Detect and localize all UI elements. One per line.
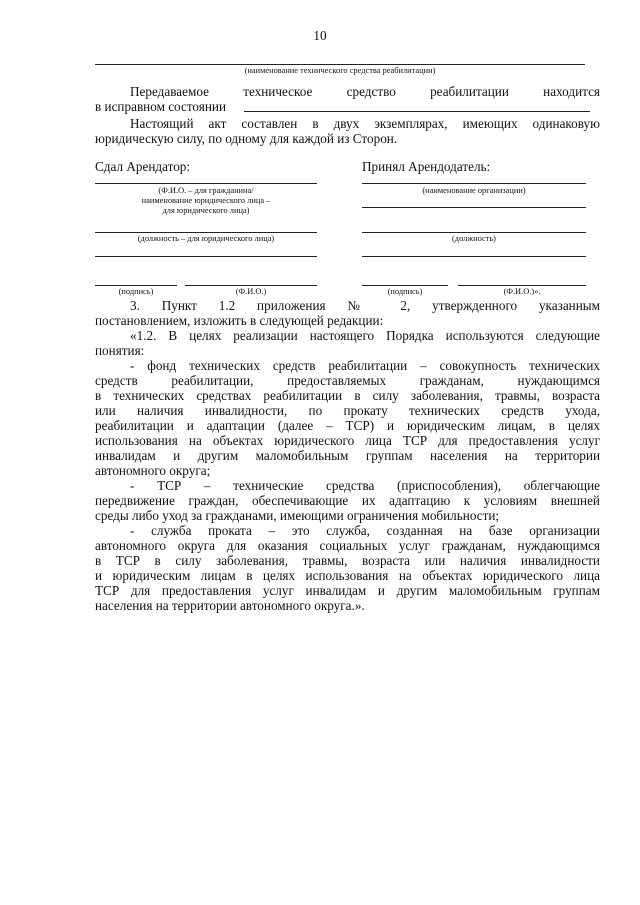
p2-line2: юридическую силу, по одному для каждой из Сторон.	[95, 131, 398, 146]
body-line-2: постановлением, изложить в следующей редакции:	[95, 313, 384, 328]
body-line-18: в ТСР в силу заболевания, травмы, возраста или наличия инвалидности	[95, 553, 600, 568]
right-label-org: (наименование организации)	[422, 186, 526, 195]
p1-line1: Передаваемое техническое средство реабилитации находится	[130, 84, 600, 99]
body-line-11: инвалидам и другим маломобильным группам населения на территории	[95, 448, 600, 463]
right-label-fio: (Ф.И.О.)».	[503, 287, 541, 296]
right-org-rule	[362, 183, 586, 184]
body-line-7: в технических средствах реабилитации в силу заболевания, травмы, возраста	[95, 388, 600, 403]
left-label-fio: (Ф.И.О.)	[235, 287, 267, 296]
left-label-name-1: (Ф.И.О. – для гражданина/	[158, 186, 254, 195]
body-line-3: «1.2. В целях реализации настоящего Порядка используются следующие	[130, 328, 600, 343]
body-line-14: передвижение граждан, обеспечивающие их адаптацию к условиям внешней	[95, 493, 600, 508]
top-label: (наименование технического средства реабилитации)	[244, 66, 436, 75]
right-label-position: (должность)	[452, 234, 496, 243]
p2-line1: Настоящий акт составлен в двух экземплярах, имеющих одинаковую	[130, 116, 600, 131]
body-line-4: понятия:	[95, 343, 145, 358]
body-line-10: использования на объектах юридического лица ТСР для предоставления услуг	[95, 433, 600, 448]
page-number: 10	[313, 28, 327, 43]
body-line-17: автономного округа для оказания социальных услуг гражданам, нуждающимся	[95, 538, 600, 553]
body-line-13: - ТСР – технические средства (приспособления), облегчающие	[130, 478, 600, 493]
left-extra-rule	[95, 256, 317, 257]
body-line-16: - служба проката – это служба, созданная на базе организации	[130, 523, 600, 538]
body-line-12: автономного округа;	[95, 463, 211, 478]
body-line-9: реабилитации и адаптации (далее – ТСР) и юридическим лицам, в целях	[95, 418, 600, 433]
body-line-5: - фонд технических средств реабилитации – совокупность технических	[130, 358, 600, 373]
left-label-sign: (подпись)	[118, 287, 154, 296]
body-line-6: средств реабилитации, предоставляемых гражданам, нуждающимся	[95, 373, 600, 388]
top-rule	[95, 64, 585, 65]
left-label-name-2: наименование юридического лица –	[141, 196, 271, 205]
body-line-21: населения на территории автономного округа.».	[95, 598, 365, 613]
right-org-rule-2	[362, 207, 586, 208]
left-sign-rule	[95, 285, 177, 286]
right-heading: Принял Арендодатель:	[362, 159, 491, 174]
left-label-position: (должность – для юридического лица)	[137, 234, 275, 243]
body-line-8: или наличия инвалидности, по прокату технических средств ухода,	[95, 403, 600, 418]
right-label-sign: (подпись)	[387, 287, 423, 296]
p1-line2-lead: в исправном состоянии	[95, 99, 227, 114]
body-line-19: и юридическим лицам в целях использования на объектах юридического лица	[95, 568, 600, 583]
left-fio-rule	[185, 285, 317, 286]
body-line-1: 3. Пункт 1.2 приложения № 2, утвержденного указанным	[130, 298, 600, 313]
body-line-15: среды либо уход за гражданами, имеющими ограничения мобильности;	[95, 508, 500, 523]
right-fio-rule	[458, 285, 586, 286]
left-position-rule	[95, 232, 317, 233]
right-extra-rule	[362, 256, 586, 257]
right-sign-rule	[362, 285, 448, 286]
left-name-rule	[95, 183, 317, 184]
p1-condition-rule	[244, 111, 590, 112]
left-heading: Сдал Арендатор:	[95, 159, 191, 174]
right-position-rule	[362, 232, 586, 233]
left-label-name-3: для юридического лица)	[162, 206, 250, 215]
body-line-20: ТСР для предоставления услуг инвалидам и другим маломобильным группам	[95, 583, 600, 598]
